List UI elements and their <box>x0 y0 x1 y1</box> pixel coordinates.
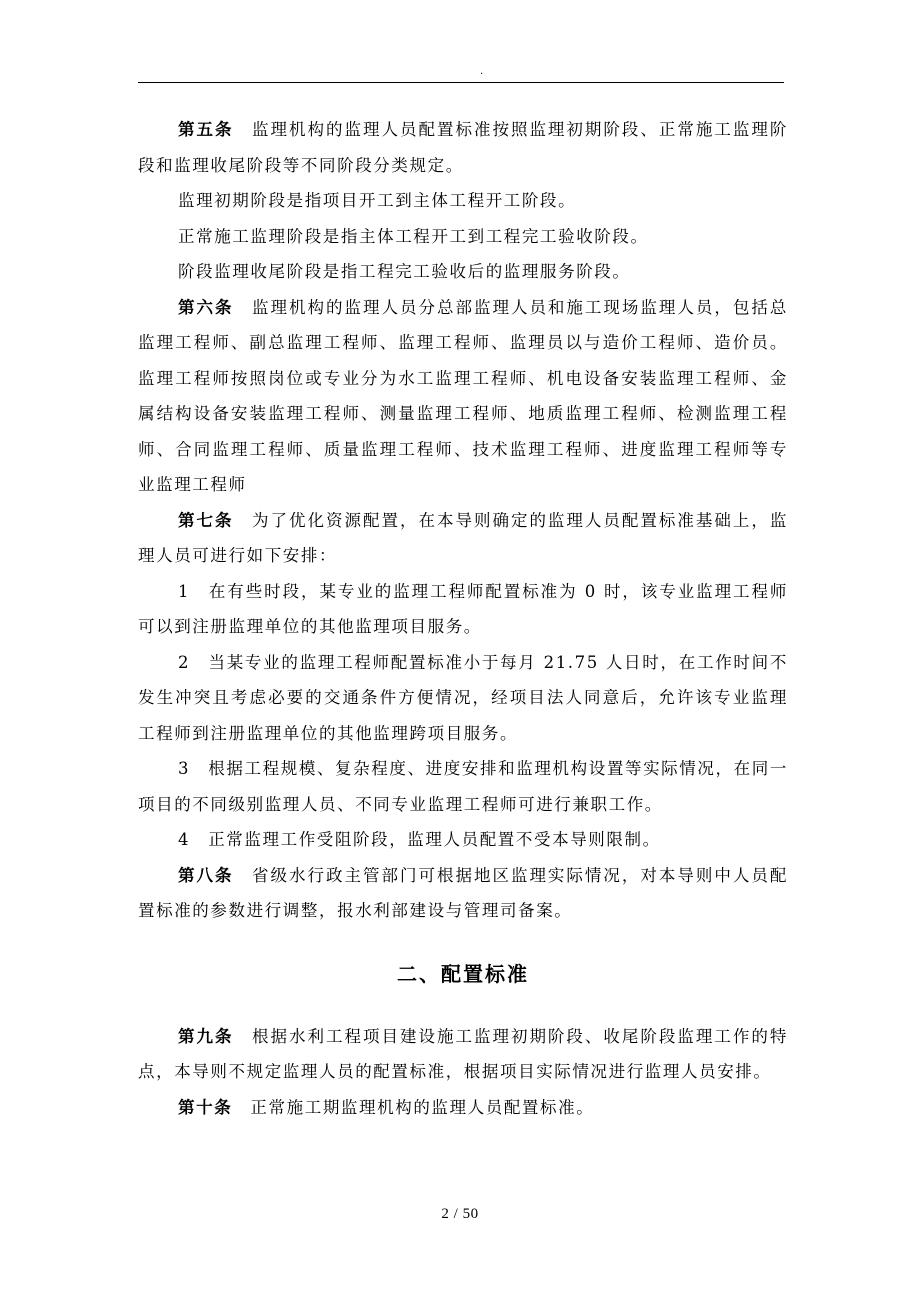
header-mark: . <box>480 66 484 77</box>
article-group-standards <box>138 1019 788 1126</box>
body-paragraph <box>138 751 788 822</box>
section-title: 二、配置标准 <box>397 961 529 986</box>
article-number: 第七条 <box>178 510 234 530</box>
document-body <box>138 112 788 1125</box>
paragraph-text: 正常施工监理阶段是指主体工程开工到工程完工验收阶段。 <box>178 226 649 246</box>
paragraph-text: 监理机构的监理人员配置标准按照监理初期阶段、正常施工监理阶段和监理收尾阶段等不同阶段分类规定。 <box>138 120 788 175</box>
body-paragraph <box>138 183 788 219</box>
header-rule <box>138 82 784 83</box>
paragraph-text: 正常施工期监理机构的监理人员配置标准。 <box>250 1097 595 1117</box>
article-paragraph <box>138 1090 788 1126</box>
article-paragraph <box>138 290 788 503</box>
paragraph-text: 2 当某专业的监理工程师配置标准小于每月 21.75 人日时，在工作时间不发生冲突且考虑必要的交通条件方便情况，经项目法人同意后，允许该专业监理工程师到注册监理单位的其他监理跨项目服务。 <box>138 652 788 743</box>
paragraph-text: 1 在有些时段，某专业的监理工程师配置标准为 0 时，该专业监理工程师可以到注册监理单位的其他监理项目服务。 <box>138 581 788 636</box>
article-paragraph <box>138 112 788 183</box>
paragraph-text: 4 正常监理工作受阻阶段，监理人员配置不受本导则限制。 <box>178 830 661 849</box>
article-number: 第九条 <box>178 1026 234 1046</box>
paragraph-text: 为了优化资源配置，在本导则确定的监理人员配置标准基础上，监理人员可进行如下安排： <box>138 510 788 565</box>
body-paragraph <box>138 645 788 752</box>
paragraph-text: 监理机构的监理人员分总部监理人员和施工现场监理人员，包括总监理工程师、副总监理工程师、监理工程师、监理员以与造价工程师、造价员。监理工程师按照岗位或专业分为水工监理工程师、机电设备安装监理工程师、金属结构设备安装监理工程师、测量监理工程师、地质监理工程师、检测监理工程师、合同监理工程师、质量监理工程师、技术监理工程师、进度监理工程师等专业监理工程师 <box>138 297 788 494</box>
article-paragraph <box>138 503 788 574</box>
paragraph-text: 监理初期阶段是指项目开工到主体工程开工阶段。 <box>178 191 577 210</box>
body-paragraph <box>138 219 788 255</box>
article-number: 第八条 <box>178 865 234 885</box>
article-number: 第十条 <box>178 1097 233 1117</box>
article-paragraph <box>138 1019 788 1090</box>
article-group-general <box>138 112 788 929</box>
body-paragraph <box>138 822 788 858</box>
paragraph-text: 阶段监理收尾阶段是指工程完工验收后的监理服务阶段。 <box>178 262 631 281</box>
article-number: 第五条 <box>178 120 234 139</box>
paragraph-text: 根据水利工程项目建设施工监理初期阶段、收尾阶段监理工作的特点，本导则不规定监理人员的配置标准，根据项目实际情况进行监理人员安排。 <box>138 1026 788 1081</box>
body-paragraph <box>138 254 788 290</box>
page-number: 2 / 50 <box>441 1206 479 1222</box>
paragraph-text: 3 根据工程规模、复杂程度、进度安排和监理机构设置等实际情况，在同一项目的不同级别监理人员、不同专业监理工程师可进行兼职工作。 <box>138 759 788 814</box>
body-paragraph <box>138 574 788 645</box>
paragraph-text: 省级水行政主管部门可根据地区监理实际情况，对本导则中人员配置标准的参数进行调整，报水利部建设与管理司备案。 <box>138 865 788 920</box>
article-paragraph <box>138 858 788 929</box>
article-number: 第六条 <box>178 297 234 317</box>
